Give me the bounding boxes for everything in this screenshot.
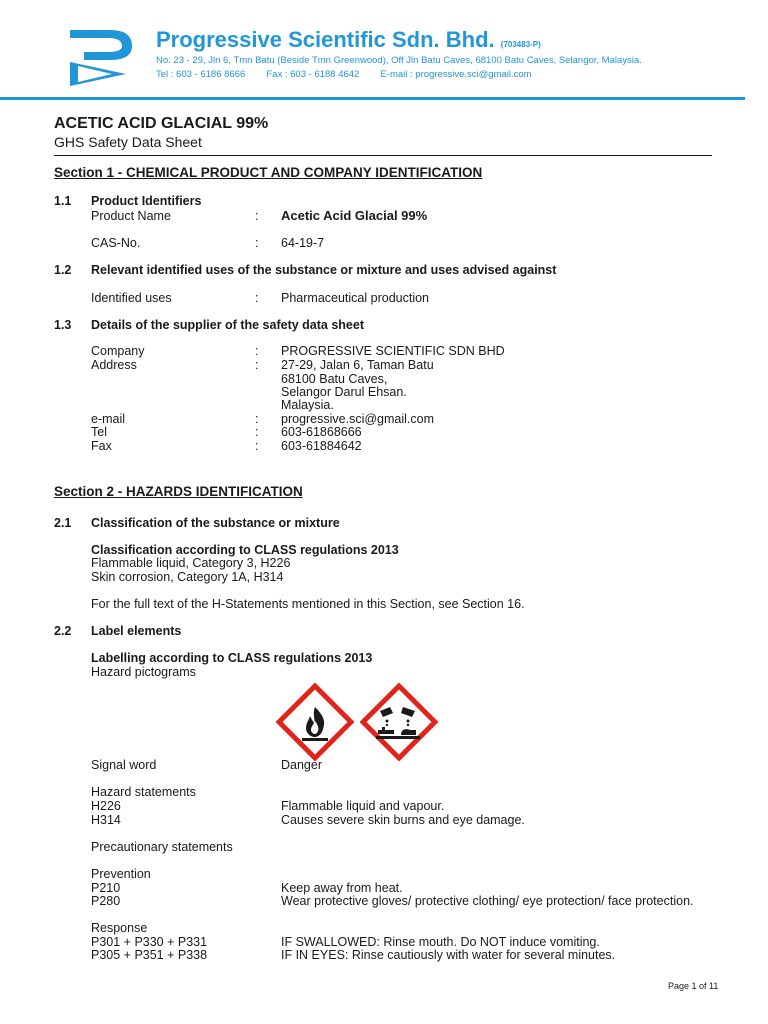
company-contact: Tel : 603 - 6186 8666 Fax : 603 - 6188 4642 E-mail : progressive.sci@gmail.com: [156, 69, 532, 80]
subsection-title: Label elements: [91, 624, 182, 638]
full-text-note: For the full text of the H-Statements mentioned in this Section, see Section 16.: [91, 597, 525, 611]
address-line: Malaysia.: [281, 398, 334, 412]
subsection-number: 2.1: [54, 516, 72, 530]
email-value: progressive.sci@gmail.com: [281, 412, 435, 426]
subsection-title: Product Identifiers: [91, 194, 202, 208]
subsection-number: 1.1: [54, 194, 72, 208]
statement-text: IF IN EYES: Rinse cautiously with water for several minutes.: [281, 948, 616, 962]
statement-text: Causes severe skin burns and eye damage.: [281, 813, 525, 827]
hazard-statements-label: Hazard statements: [91, 785, 196, 799]
classification-heading: Classification according to CLASS regulations 2013: [91, 543, 399, 557]
field-colon: :: [255, 344, 259, 358]
field-colon: :: [255, 439, 259, 453]
field-colon: :: [255, 412, 259, 426]
tel-value: 603-61868666: [281, 425, 362, 439]
statement-code: H314: [91, 813, 121, 827]
field-label: CAS-No.: [91, 236, 141, 250]
statement-code: H226: [91, 799, 121, 813]
document-title: ACETIC ACID GLACIAL 99%: [54, 115, 269, 132]
flame-icon: [276, 683, 354, 761]
subsection-title: Details of the supplier of the safety data sheet: [91, 318, 364, 332]
subsection-number: 1.3: [54, 318, 72, 332]
company-logo: [66, 22, 136, 90]
statement-text: IF SWALLOWED: Rinse mouth. Do NOT induce vomiting.: [281, 935, 600, 949]
field-label: Identified uses: [91, 291, 172, 305]
title-rule: [54, 155, 712, 156]
subsection-title: Classification of the substance or mixture: [91, 516, 340, 530]
statement-code: P280: [91, 894, 121, 908]
address-line: 68100 Batu Caves,: [281, 372, 388, 386]
statement-code: P210: [91, 881, 121, 895]
field-colon: :: [255, 291, 259, 305]
prevention-label: Prevention: [91, 867, 151, 881]
statement-text: Flammable liquid and vapour.: [281, 799, 445, 813]
cas-value: 64-19-7: [281, 236, 325, 250]
signal-word-value: Danger: [281, 758, 322, 772]
company-name: Progressive Scientific Sdn. Bhd.: [156, 27, 495, 52]
product-name-value: Acetic Acid Glacial 99%: [281, 208, 428, 223]
field-label: Product Name: [91, 209, 171, 223]
labelling-heading: Labelling according to CLASS regulations 2013: [91, 651, 373, 665]
statement-code: P301 + P330 + P331: [91, 935, 208, 949]
page-number: Page 1 of 11: [668, 981, 719, 991]
response-label: Response: [91, 921, 148, 935]
pictograms-label: Hazard pictograms: [91, 665, 196, 679]
classification-item: Flammable liquid, Category 3, H226: [91, 556, 291, 570]
fax-value: 603-61884642: [281, 439, 362, 453]
precautionary-label: Precautionary statements: [91, 840, 233, 854]
subsection-title: Relevant identified uses of the substance or mixture and uses advised against: [91, 263, 557, 277]
section-2-heading: Section 2 - HAZARDS IDENTIFICATION: [54, 484, 303, 499]
signal-word-label: Signal word: [91, 758, 157, 772]
field-colon: :: [255, 209, 259, 223]
registration-number: (703483-P): [500, 40, 541, 49]
address-line: Selangor Darul Ehsan.: [281, 385, 407, 399]
subsection-number: 1.2: [54, 263, 72, 277]
statement-text: Wear protective gloves/ protective clothing/ eye protection/ face protection.: [281, 894, 694, 908]
address-line: 27-29, Jalan 6, Taman Batu: [281, 358, 434, 372]
field-colon: :: [255, 425, 259, 439]
statement-code: P305 + P351 + P338: [91, 948, 208, 962]
header-divider: [0, 97, 745, 100]
field-label: e-mail: [91, 412, 126, 426]
field-colon: :: [255, 236, 259, 250]
section-1-heading: Section 1 - CHEMICAL PRODUCT AND COMPANY IDENTIFICATION: [54, 165, 483, 180]
field-label: Address: [91, 358, 137, 372]
field-label: Company: [91, 344, 145, 358]
statement-text: Keep away from heat.: [281, 881, 403, 895]
document-subtitle: GHS Safety Data Sheet: [54, 134, 202, 150]
subsection-number: 2.2: [54, 624, 72, 638]
field-label: Tel: [91, 425, 107, 439]
field-label: Fax: [91, 439, 112, 453]
uses-value: Pharmaceutical production: [281, 291, 429, 305]
classification-item: Skin corrosion, Category 1A, H314: [91, 570, 284, 584]
field-colon: :: [255, 358, 259, 372]
corrosion-icon: [360, 683, 438, 761]
company-address: No. 23 - 29, Jln 6, Tmn Batu (Beside Tmn Greenwood), Off Jln Batu Caves, 68100 Batu Caves, Selangor, Malaysia.: [156, 55, 642, 66]
company-value: PROGRESSIVE SCIENTIFIC SDN BHD: [281, 344, 505, 358]
